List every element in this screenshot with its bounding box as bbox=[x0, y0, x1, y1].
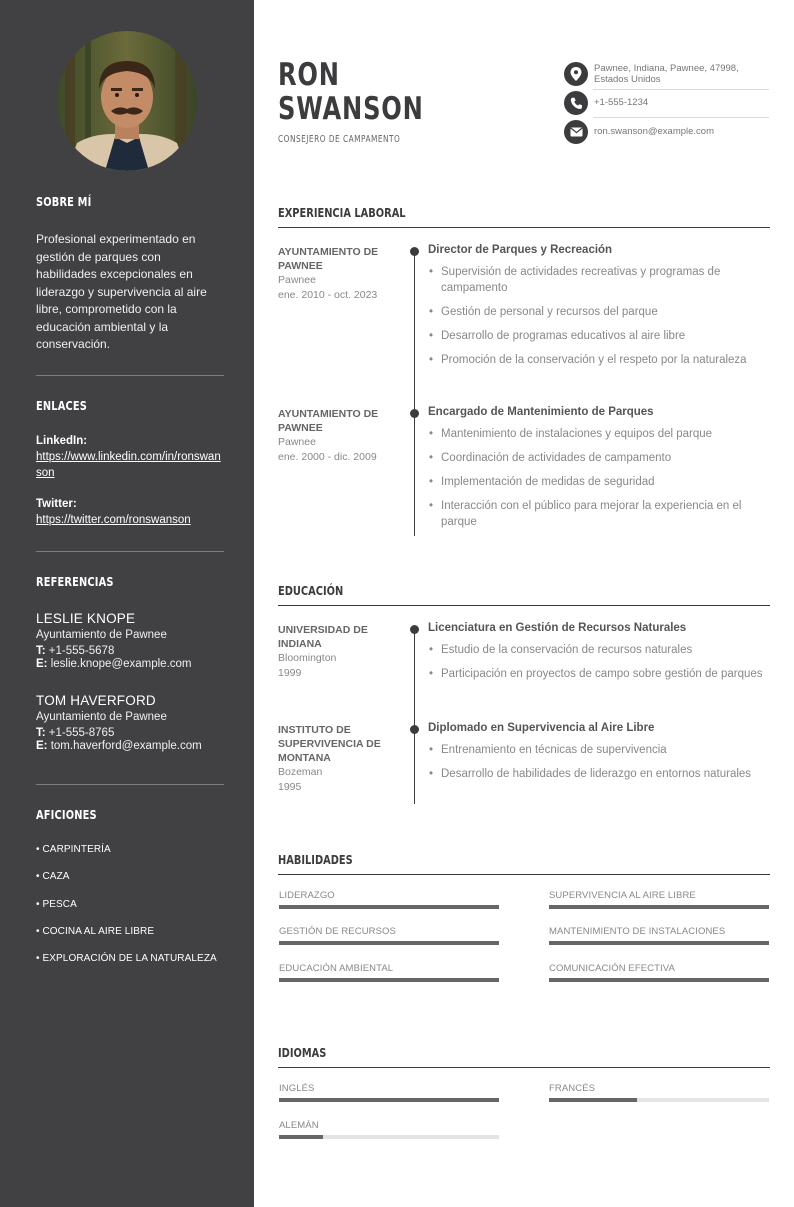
reference-item bbox=[36, 611, 224, 670]
address-text: Pawnee, Indiana, Pawnee, 47998, Estados Unidos bbox=[594, 62, 739, 85]
language-label: ALEMÁN bbox=[279, 1120, 319, 1131]
entry-organization: AYUNTAMIENTO DE PAWNEE bbox=[278, 408, 379, 434]
sidebar bbox=[0, 0, 254, 1207]
entry-organization: INSTITUTO DE SUPERVIVENCIA DE MONTANA bbox=[278, 724, 381, 764]
hobby-item: • COCINA AL AIRE LIBRE bbox=[36, 925, 155, 937]
hobby-item: • PESCA bbox=[36, 898, 77, 910]
education-entry-meta bbox=[278, 723, 400, 795]
about-text: Profesional experimentado en gestión de parques con habilidades excepcionales en liderazgo y supervivencia al aire libre, comprometido con la educación ambiental y la conservación. bbox=[36, 232, 207, 351]
entry-role: Encargado de Mantenimiento de Parques bbox=[428, 406, 654, 418]
timeline-dot bbox=[410, 725, 419, 734]
experience-entry bbox=[428, 244, 770, 376]
skill-item bbox=[549, 926, 769, 945]
hobbies-title: AFICIONES bbox=[36, 808, 97, 822]
avatar bbox=[57, 31, 197, 171]
list-item: • Entrenamiento en técnicas de supervivencia bbox=[428, 742, 770, 758]
hobbies-list bbox=[36, 844, 224, 980]
skill-item bbox=[279, 890, 499, 909]
references-title: REFERENCIAS bbox=[36, 575, 114, 589]
skill-label: COMUNICACIÓN EFECTIVA bbox=[549, 963, 675, 974]
candidate-name bbox=[278, 58, 424, 126]
entry-role: Diplomado en Supervivencia al Aire Libre bbox=[428, 722, 655, 734]
language-bar-fill bbox=[549, 1098, 637, 1102]
languages-title: IDIOMAS bbox=[278, 1046, 327, 1060]
location-pin-icon bbox=[564, 62, 588, 86]
link-linkedin bbox=[36, 435, 224, 481]
experience-entry-meta bbox=[278, 407, 400, 465]
about-title: SOBRE MÍ bbox=[36, 195, 92, 209]
language-bar-fill bbox=[279, 1098, 499, 1102]
list-item: • Implementación de medidas de seguridad bbox=[428, 474, 770, 490]
skill-bar bbox=[549, 978, 769, 982]
section-rule bbox=[278, 227, 770, 228]
list-item: • Supervisión de actividades recreativas y programas de campamento bbox=[428, 264, 770, 296]
language-item bbox=[279, 1083, 499, 1102]
skill-label: EDUCACIÓN AMBIENTAL bbox=[279, 963, 394, 974]
contact-email bbox=[564, 120, 769, 144]
education-entry bbox=[428, 722, 770, 790]
entry-organization: AYUNTAMIENTO DE PAWNEE bbox=[278, 246, 379, 272]
entry-dates: ene. 2010 - oct. 2023 bbox=[278, 289, 378, 301]
link-label: LinkedIn: bbox=[36, 435, 88, 447]
reference-email bbox=[36, 658, 224, 670]
hobbies-section bbox=[36, 808, 224, 822]
skill-label: SUPERVIVENCIA AL AIRE LIBRE bbox=[549, 890, 696, 901]
job-title: CONSEJERO DE CAMPAMENTO bbox=[278, 134, 401, 145]
reference-name: TOM HAVERFORD bbox=[36, 693, 156, 708]
phone-text: +1-555-1234 bbox=[594, 97, 649, 109]
phone-value: +1-555-5678 bbox=[48, 645, 115, 657]
skill-bar bbox=[279, 941, 499, 945]
phone-value: +1-555-8765 bbox=[48, 727, 115, 739]
link-label: Twitter: bbox=[36, 498, 77, 510]
timeline-line bbox=[414, 252, 415, 536]
email-value: leslie.knope@example.com bbox=[50, 658, 192, 670]
envelope-icon bbox=[564, 120, 588, 144]
language-label: INGLÉS bbox=[279, 1083, 315, 1094]
contact-address bbox=[564, 62, 769, 86]
skill-bar-fill bbox=[279, 905, 499, 909]
hobby-item: • EXPLORACIÓN DE LA NATURALEZA bbox=[36, 953, 217, 965]
reference-phone bbox=[36, 645, 224, 657]
links-title: ENLACES bbox=[36, 399, 88, 413]
entry-location: Bozeman bbox=[278, 766, 323, 778]
list-item: • Gestión de personal y recursos del parque bbox=[428, 304, 770, 320]
list-item: • Estudio de la conservación de recursos naturales bbox=[428, 642, 770, 658]
language-bar bbox=[279, 1098, 499, 1102]
reference-item bbox=[36, 693, 224, 752]
education-title: EDUCACIÓN bbox=[278, 584, 344, 598]
hobby-item: • CAZA bbox=[36, 871, 70, 883]
last-name: SWANSON bbox=[278, 91, 424, 127]
skill-label: MANTENIMIENTO DE INSTALACIONES bbox=[549, 926, 726, 937]
reference-org: Ayuntamiento de Pawnee bbox=[36, 629, 167, 641]
entry-bullets bbox=[428, 742, 770, 782]
reference-org: Ayuntamiento de Pawnee bbox=[36, 711, 167, 723]
phone-label: T: bbox=[36, 727, 46, 739]
reference-phone bbox=[36, 727, 224, 739]
skills-title: HABILIDADES bbox=[278, 853, 353, 867]
sidebar-divider bbox=[36, 551, 224, 552]
entry-dates: 1999 bbox=[278, 667, 302, 679]
skill-bar-fill bbox=[549, 941, 769, 945]
experience-entry bbox=[428, 406, 770, 538]
email-value: tom.haverford@example.com bbox=[50, 740, 202, 752]
language-bar bbox=[549, 1098, 769, 1102]
reference-name: LESLIE KNOPE bbox=[36, 611, 136, 626]
skill-bar-fill bbox=[279, 978, 499, 982]
list-item: • Participación en proyectos de campo sobre gestión de parques bbox=[428, 666, 770, 682]
section-rule bbox=[278, 1067, 770, 1068]
skill-bar-fill bbox=[279, 941, 499, 945]
about-body bbox=[36, 231, 224, 354]
phone-icon bbox=[564, 91, 588, 115]
list-item: • Mantenimiento de instalaciones y equipos del parque bbox=[428, 426, 770, 442]
experience-entry-meta bbox=[278, 245, 400, 303]
entry-dates: ene. 2000 - dic. 2009 bbox=[278, 451, 377, 463]
references-section bbox=[36, 575, 224, 589]
language-item bbox=[549, 1083, 769, 1102]
email-text: ron.swanson@example.com bbox=[594, 126, 715, 138]
skill-bar bbox=[549, 905, 769, 909]
sidebar-divider bbox=[36, 784, 224, 785]
link-twitter bbox=[36, 498, 224, 528]
skill-label: GESTIÓN DE RECURSOS bbox=[279, 926, 396, 937]
contact-phone bbox=[564, 91, 769, 115]
list-item: • Promoción de la conservación y el respeto por la naturaleza bbox=[428, 352, 770, 368]
skill-bar bbox=[549, 941, 769, 945]
skill-bar bbox=[279, 905, 499, 909]
twitter-link[interactable]: https://twitter.com/ronswanson bbox=[36, 514, 191, 526]
language-bar-fill bbox=[279, 1135, 323, 1139]
email-label: E: bbox=[36, 740, 48, 752]
contact-divider bbox=[593, 89, 769, 90]
entry-location: Bloomington bbox=[278, 652, 337, 664]
section-rule bbox=[278, 874, 770, 875]
entry-location: Pawnee bbox=[278, 436, 316, 448]
section-rule bbox=[278, 605, 770, 606]
contact-divider bbox=[593, 117, 769, 118]
email-label: E: bbox=[36, 658, 48, 670]
skill-bar bbox=[279, 978, 499, 982]
skill-item bbox=[549, 963, 769, 982]
skill-item bbox=[549, 890, 769, 909]
sidebar-divider bbox=[36, 375, 224, 376]
skill-bar-fill bbox=[549, 905, 769, 909]
timeline-dot bbox=[410, 625, 419, 634]
entry-role: Licenciatura en Gestión de Recursos Naturales bbox=[428, 622, 687, 634]
language-label: FRANCÉS bbox=[549, 1083, 596, 1094]
skill-bar-fill bbox=[549, 978, 769, 982]
entry-dates: 1995 bbox=[278, 781, 302, 793]
about-section bbox=[36, 195, 224, 209]
phone-label: T: bbox=[36, 645, 46, 657]
linkedin-link[interactable]: https://www.linkedin.com/in/ronswanson bbox=[36, 451, 221, 479]
language-item bbox=[279, 1120, 499, 1139]
reference-email bbox=[36, 740, 224, 752]
entry-bullets bbox=[428, 264, 770, 368]
first-name: RON bbox=[278, 57, 340, 93]
education-entry-meta bbox=[278, 623, 400, 681]
list-item: • Coordinación de actividades de campamento bbox=[428, 450, 770, 466]
experience-title: EXPERIENCIA LABORAL bbox=[278, 206, 406, 220]
timeline-line bbox=[414, 630, 415, 804]
timeline-dot bbox=[410, 247, 419, 256]
timeline-dot bbox=[410, 409, 419, 418]
skill-item bbox=[279, 963, 499, 982]
entry-organization: UNIVERSIDAD DE INDIANA bbox=[278, 624, 368, 650]
links-section bbox=[36, 399, 224, 413]
list-item: • Interacción con el público para mejorar la experiencia en el parque bbox=[428, 498, 770, 530]
skill-label: LIDERAZGO bbox=[279, 890, 335, 901]
skill-item bbox=[279, 926, 499, 945]
entry-bullets bbox=[428, 642, 770, 682]
entry-role: Director de Parques y Recreación bbox=[428, 244, 613, 256]
language-bar bbox=[279, 1135, 499, 1139]
list-item: • Desarrollo de programas educativos al aire libre bbox=[428, 328, 770, 344]
entry-location: Pawnee bbox=[278, 274, 316, 286]
list-item: • Desarrollo de habilidades de liderazgo en entornos naturales bbox=[428, 766, 770, 782]
entry-bullets bbox=[428, 426, 770, 530]
education-entry bbox=[428, 622, 770, 690]
hobby-item: • CARPINTERÍA bbox=[36, 844, 111, 855]
